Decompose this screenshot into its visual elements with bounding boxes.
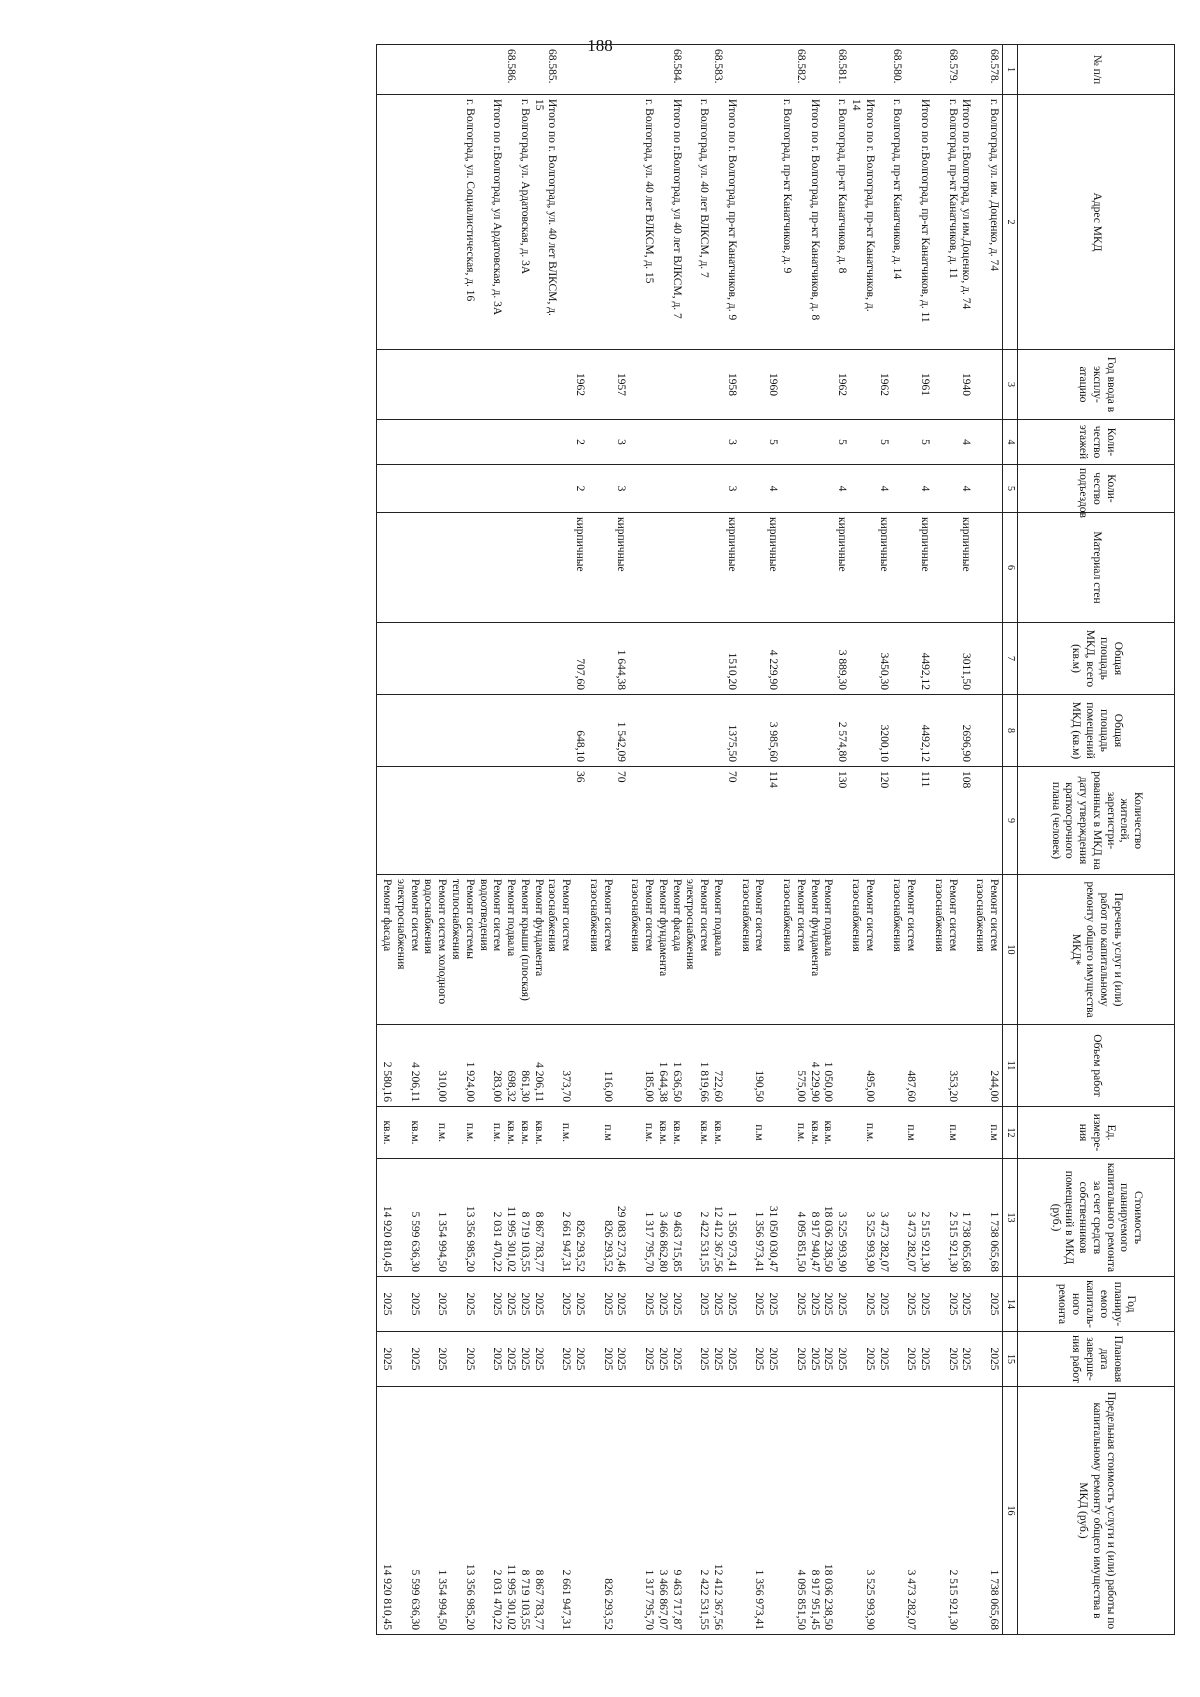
row-number-column: 68.578. 68.579. 68.580. 68.581. 68.582. 68.583. 68.584. 68.585. 68.586. bbox=[377, 45, 1003, 95]
header-cell: Год ввода в эксплу-атацию bbox=[1018, 350, 1175, 420]
header-cell: Перечень услуг и (или) работ по капитальному ремонту общего имущества МКД* bbox=[1018, 875, 1175, 1025]
column-number: 5 bbox=[1003, 465, 1018, 513]
column-number: 12 bbox=[1003, 1107, 1018, 1159]
column-number: 4 bbox=[1003, 420, 1018, 465]
column-number: 9 bbox=[1003, 767, 1018, 875]
floors-column: 4 5 5 5 5 3 3 2 bbox=[377, 420, 1003, 465]
header-cell: Год планиру-емого капиталь-ного ремонта bbox=[1018, 1277, 1175, 1332]
header-cell: № п/п bbox=[1018, 45, 1175, 95]
column-number: 15 bbox=[1003, 1332, 1018, 1387]
column-number: 6 bbox=[1003, 513, 1018, 623]
rotated-table-sheet bbox=[48, 44, 1175, 1634]
page-number: 188 bbox=[587, 36, 613, 55]
column-number: 2 bbox=[1003, 95, 1018, 350]
entrances-column: 4 4 4 4 4 3 3 2 bbox=[377, 465, 1003, 513]
header-cell: Предельная стоимость услуги и (или) работы по капитальному ремонту общего имущества в МКД (руб.) bbox=[1018, 1387, 1175, 1635]
header-cell: Стоимость планируемого капитального ремонта за счет средств собственников помещений в МКД (руб.) bbox=[1018, 1159, 1175, 1277]
header-cell: Количество жителей, зарегистри-рованных в МКД на дату утверждения краткосрочного плана (человек) bbox=[1018, 767, 1175, 875]
column-number: 11 bbox=[1003, 1025, 1018, 1107]
wall-material-column: кирпичные кирпичные кирпичные кирпичные кирпичные кирпичные кирпичные кирпичные bbox=[377, 513, 1003, 623]
completion-date-column: 2025 2025 2025 2025 2025 2025 2025 2025 2025 2025 2025 2025 2025 2025 2025 2025 2025 2025 2025 2025 2025 2025 2025 2025 2025 2025 2025 2025 2025 2025 2025 bbox=[377, 1332, 1003, 1387]
work-volume-column: 244,00 353,20 487,60 495,00 1 050,00 4 229,90 575,00 190,50 722,60 1 819,66 1 636,50 1 644,38 185,00 116,00 373,70 4 206,11 861,30 698,32 283,00 1 924,00 310,00 4 206,11 2 580,16 bbox=[377, 1025, 1003, 1107]
header-cell: Материал стен bbox=[1018, 513, 1175, 623]
header-cell: Плановая дата заверше-ния работ bbox=[1018, 1332, 1175, 1387]
total-area-column: 3011,50 4492,12 3450,30 3 889,30 4 229,90 1510,20 1 644,38 707,60 bbox=[377, 623, 1003, 695]
header-cell: Коли-чество подъездов bbox=[1018, 465, 1175, 513]
column-number: 16 bbox=[1003, 1387, 1018, 1635]
header-cell: Коли-чество этажей bbox=[1018, 420, 1175, 465]
residents-column: 108 111 120 130 114 70 70 36 bbox=[377, 767, 1003, 875]
max-cost-column: 1 738 065,68 2 515 921,30 3 473 282,07 3 525 993,90 18 036 238,50 8 917 951,45 4 095 851,50 1 356 973,41 12 412 367,56 2 422 531,55 9 463 717,87 3 466 867,07 1 317 795,70 826 293,52 2 661 947,31 8 867 783,77 8 719 103,55 11 995 301,02 2 031 470,22 13 356 985,20 1 354 994,50 5 599 636,30 14 920 810,45 bbox=[377, 1387, 1003, 1635]
header-row bbox=[1018, 45, 1175, 1635]
repair-cost-column: 1 738 065,68 1 738 065,68 2 515 921,30 2 515 921,30 3 473 282,07 3 473 282,07 3 525 993,90 3 525 993,90 18 036 238,50 8 917 940,47 4 095 851,50 31 050 030,47 1 356 973,41 1 356 973,41 12 412 367,56 2 422 531,55 9 463 715,85 3 466 862,80 1 317 795,70 29 083 273,46 826 293,52 826 293,52 2 661 947,31 8 867 783,77 8 719 103,55 11 995 301,02 2 031 470,22 13 356 985,20 1 354 994,50 5 599 636,30 14 920 810,45 bbox=[377, 1159, 1003, 1277]
column-number: 14 bbox=[1003, 1277, 1018, 1332]
premises-area-column: 2696,90 4492,12 3200,10 2 574,80 3 985,60 1375,50 1 542,09 648,10 bbox=[377, 695, 1003, 767]
capital-repair-table bbox=[376, 44, 1175, 1635]
header-cell: Общая площадь помещений МКД (кв.м) bbox=[1018, 695, 1175, 767]
column-number: 3 bbox=[1003, 350, 1018, 420]
header-cell: Общая площадь МКД, всего (кв.м) bbox=[1018, 623, 1175, 695]
column-number: 13 bbox=[1003, 1159, 1018, 1277]
column-number: 8 bbox=[1003, 695, 1018, 767]
header-cell: Адрес МКД bbox=[1018, 95, 1175, 350]
planned-year-column: 2025 2025 2025 2025 2025 2025 2025 2025 2025 2025 2025 2025 2025 2025 2025 2025 2025 2025 2025 2025 2025 2025 2025 2025 2025 2025 2025 2025 2025 2025 2025 bbox=[377, 1277, 1003, 1332]
table-body-row bbox=[377, 45, 1003, 1635]
column-number: 1 bbox=[1003, 45, 1018, 95]
header-cell: Объем работ bbox=[1018, 1025, 1175, 1107]
column-number: 7 bbox=[1003, 623, 1018, 695]
column-number: 10 bbox=[1003, 875, 1018, 1025]
works-list-column: Ремонт систем газоснабжения Ремонт систем газоснабжения Ремонт систем газоснабжения Ремонт систем газоснабжения Ремонт подвала Ремонт фундамента Ремонт систем газоснабжения Ремонт систем газоснабжения Ремонт подвала Ремонт систем электроснабжения Ремонт фасада Ремонт фундамента Ремонт систем газоснабжения Ремонт систем газоснабжения Ремонт систем газоснабжения Ремонт фундамента Ремонт крыши (плоская) Ремонт подвала Ремонт систем водоотведения Ремонт системы теплоснабжения Ремонт систем холодного водоснабжения Ремонт систем электроснабжения Ремонт фасада bbox=[377, 875, 1003, 1025]
address-column: г. Волгоград, ул. им. Доценко, д. 74 Итого по г.Волгоград, ул им.Доценко, д. 74 г. Волгоград, пр-кт Канатчиков, д. 11 Итого по г.Волгоград, пр-кт Канатчиков, д. 11 г. Волгоград, пр-кт Канатчиков, д. 14 Итого по г. Волгоград, пр-кт Канатчиков, д. 14 г. Волгоград, пр-кт Канатчиков, д. 8 Итого по г. Волгоград, пр-кт Канатчиков, д. 8 г. Волгоград, пр-кт Канатчиков, д. 9 Итого по г. Волгоград, пр-кт Канатчиков, д. 9 г. Волгоград, ул. 40 лет ВЛКСМ, д. 7 Итого по г.Волгоград, ул 40 лет ВЛКСМ, д. 7 г. Волгоград, ул. 40 лет ВЛКСМ, д. 15 Итого по г. Волгоград, ул. 40 лет ВЛКСМ, д. 15 г. Волгоград, ул. Ардатовская, д. 3А Итого по г.Волгоград, ул Ардатовская, д. 3А г. Волгоград, ул. Социалистическая, д. 16 bbox=[377, 95, 1003, 350]
unit-column: п.м п.м п.м п.м. кв.м. кв.м. п.м. п.м кв.м. кв.м. кв.м. кв.м. п.м. п.м п.м. кв.м. кв.м. кв.м. п.м. п.м. п.м. кв.м. кв.м. bbox=[377, 1107, 1003, 1159]
header-cell: Ед. измере-ния bbox=[1018, 1107, 1175, 1159]
year-built-column: 1940 1961 1962 1962 1960 1958 1957 1962 bbox=[377, 350, 1003, 420]
column-number-row bbox=[1003, 45, 1018, 1635]
